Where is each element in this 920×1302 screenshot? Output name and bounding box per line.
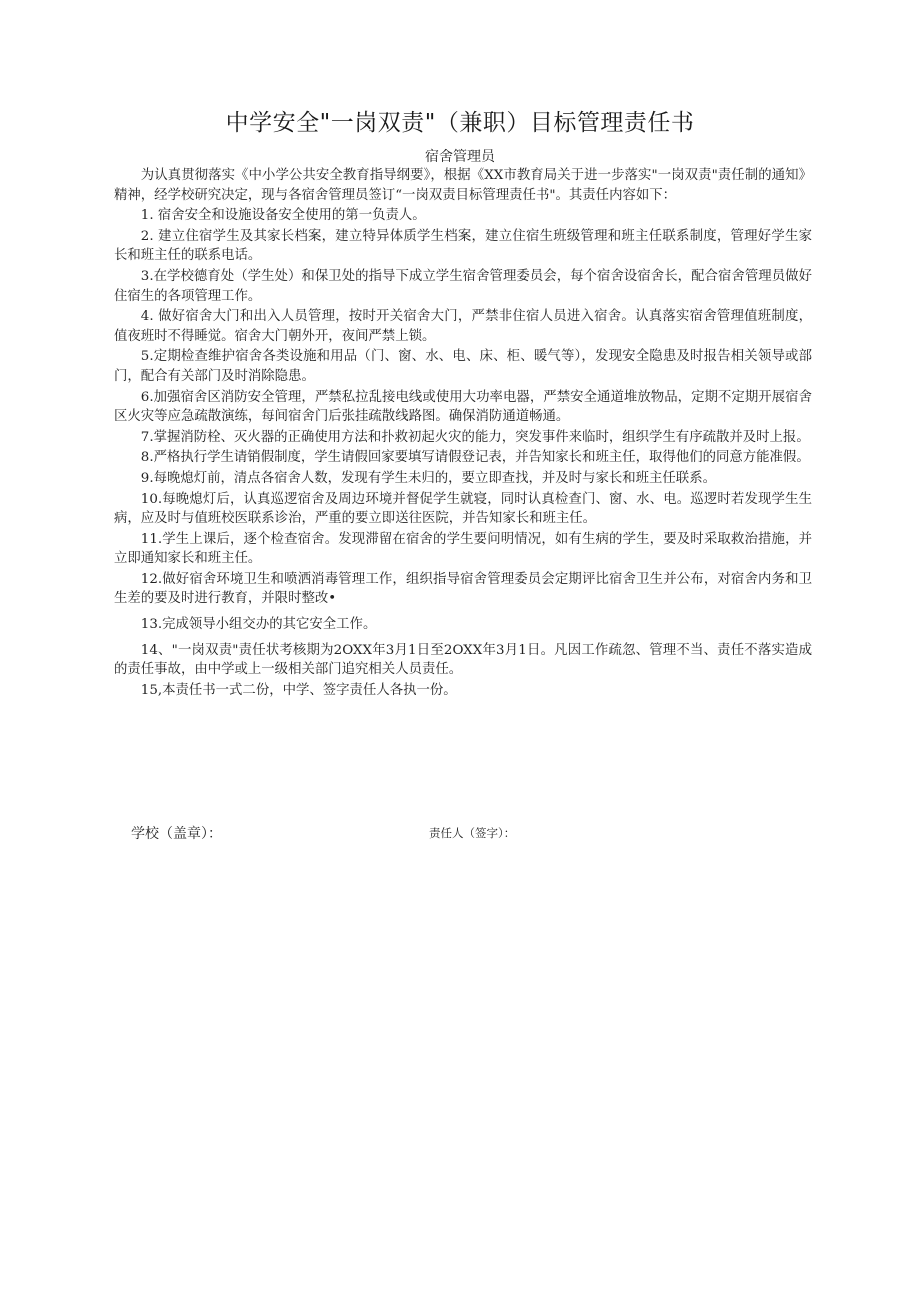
- clause-14: 14、"一岗双责"责任状考核期为2OXX年3月1日至2OXX年3月1日。凡因工作疏忽、管理不当、责任不落实造成的责任事故，由中学或上一级相关部门追究相关人员责任。: [114, 642, 812, 678]
- clause-8: 8.严格执行学生请销假制度，学生请假回家要填写请假登记表，并告知家长和班主任，取得他们的同意方能准假。: [140, 450, 810, 466]
- responsible-person-signature-label: 责任人（签字）：: [429, 826, 516, 840]
- intro-paragraph: 为认真贯彻落实《中小学公共安全教育指导纲要》，根据《XX市教育局关于进一步落实"一岗双责"责任制的通知》精神，经学校研究决定，现与各宿舍管理员签订“一岗双责目标管理责任书"。其责任内容如下：: [114, 168, 812, 203]
- clause-4: 4. 做好宿舍大门和出入人员管理，按时开关宿舍大门，严禁非住宿人员进入宿舍。认真落实宿舍管理值班制度，值夜班时不得睡觉。宿舍大门朝外开，夜间严禁上锁。: [114, 309, 812, 344]
- clause-11: 11.学生上课后，逐个检查宿舍。发现滞留在宿舍的学生要问明情况，如有生病的学生，要及时采取救治措施，并立即通知家长和班主任。: [114, 531, 812, 567]
- clause-9: 9.每晚熄灯前，清点各宿舍人数，发现有学生未归的，要立即查找，并及时与家长和班主任联系。: [140, 470, 716, 486]
- clause-1: 1. 宿舍安全和设施设备安全使用的第一负责人。: [140, 208, 426, 224]
- clause-15: 15,本责任书一式二份，中学、签字责任人各执一份。: [140, 682, 457, 698]
- clause-2: 2. 建立住宿学生及其家长档案，建立特异体质学生档案，建立住宿生班级管理和班主任联系制度，管理好学生家长和班主任的联系电话。: [114, 228, 812, 264]
- clause-5: 5.定期检查维护宿舍各类设施和用品（门、窗、水、电、床、柜、暖气等），发现安全隐患及时报告相关领导或部门，配合有关部门及时消除隐患。: [114, 349, 812, 384]
- document-body: [114, 166, 812, 701]
- document-subtitle: 宿舍管理员: [425, 149, 495, 165]
- clause-12: 12.做好宿舍环境卫生和喷洒消毒管理工作，组织指导宿舍管理委员会定期评比宿舍卫生并公布，对宿舍内务和卫生差的要及时进行教育，并限时整改•: [114, 571, 812, 607]
- document-title: 中学安全"一岗双责"（兼职）目标管理责任书: [225, 110, 695, 136]
- clause-7: 7.掌握消防栓、灭火器的正确使用方法和扑救初起火灾的能力，突发事件来临时，组织学生有序疏散并及时上报。: [140, 429, 810, 445]
- clause-10: 10.每晚熄灯后，认真巡逻宿舍及周边环境并督促学生就寝，同时认真检查门、窗、水、电。巡逻时若发现学生生病，应及时与值班校医联系诊治，严重的要立即送往医院，并告知家长和班主任。: [114, 491, 812, 527]
- clause-6: 6.加强宿舍区消防安全管理，严禁私拉乱接电线或使用大功率电器，严禁安全通道堆放物品，定期不定期开展宿舍区火灾等应急疏散演练，每间宿舍门后张挂疏散线路图。确保消防通道畅通。: [114, 389, 812, 425]
- clause-13: 13.完成领导小组交办的其它安全工作。: [140, 617, 377, 633]
- clause-3: 3.在学校德育处（学生处）和保卫处的指导下成立学生宿舍管理委员会，每个宿舍设宿舍长，配合宿舍管理员做好住宿生的各项管理工作。: [114, 268, 812, 304]
- school-seal-label: 学校（盖章）：: [131, 826, 222, 842]
